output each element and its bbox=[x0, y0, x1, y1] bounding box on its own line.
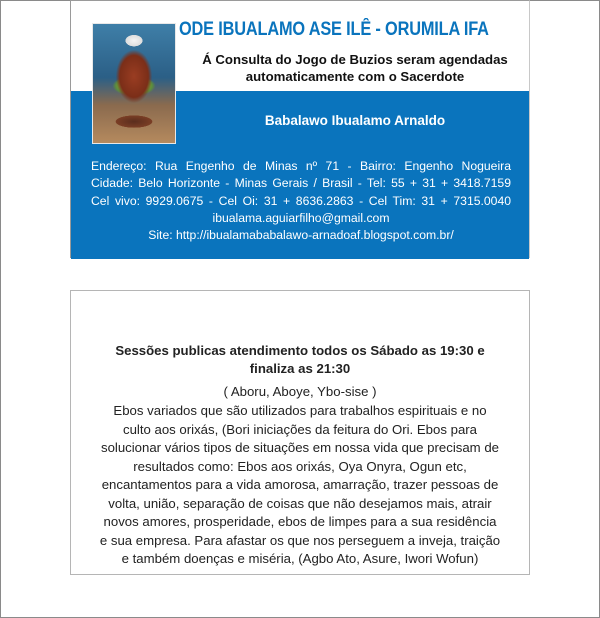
description-line: culto aos orixás, (Bori iniciações da feitura do Ori. Ebos para bbox=[122, 421, 478, 437]
description-line: volta, união, separação de coisas que não desejamos mais, atrair bbox=[108, 495, 492, 511]
greeting-prayer: ( Aboru, Aboye, Ybo-sise ) bbox=[223, 384, 377, 399]
description-line: solucionar vários tipos de situações em nossa vida que precisam de bbox=[100, 440, 500, 455]
business-card-back bbox=[70, 290, 530, 575]
mobile-phones-line: Cel vivo: 9929.0675 - Cel Oi: 31 + 8636.2863 - Cel Tim: 31 + 7315.0040 bbox=[91, 193, 511, 208]
site-link[interactable]: Site: http://ibualamababalawo-arnadoaf.blogspot.com.br/ bbox=[148, 228, 454, 243]
city-phone-line: Cidade: Belo Horizonte - Minas Gerais / Brasil - Tel: 55 + 31 + 3418.7159 bbox=[91, 176, 511, 191]
email-link[interactable]: ibualama.aguiarfilho@gmail.com bbox=[212, 210, 390, 225]
description-line: novos amores, prosperidade, ebos de limpes para a sua residência bbox=[103, 514, 497, 529]
services-description bbox=[71, 402, 529, 569]
business-card-front bbox=[70, 0, 530, 258]
orixa-painting-image bbox=[92, 23, 176, 144]
card-title: ODE IBUALAMO ASE ILÊ - ORUMILA IFA bbox=[179, 19, 489, 40]
consultation-notice-line: automaticamente com o Sacerdote bbox=[245, 69, 465, 84]
session-schedule-heading bbox=[71, 342, 529, 377]
description-line: e também doenças e miséria, (Agbo Ato, Asure, Iwori Wofun) bbox=[121, 551, 479, 566]
consultation-notice bbox=[179, 51, 531, 85]
address-line: Endereço: Rua Engenho de Minas nº 71 - Bairro: Engenho Nogueira bbox=[91, 159, 511, 173]
description-line: encantamentos para a vida amorosa, amarração, trazer pessoas de bbox=[101, 477, 499, 492]
description-line: resultados como: Ebos aos orixás, Oya Onyra, Ogun etc, bbox=[133, 458, 467, 474]
session-schedule-line: Sessões publicas atendimento todos os Sábado as 19:30 e bbox=[115, 343, 485, 358]
description-line: Ebos variados que são utilizados para trabalhos espirituais e no bbox=[113, 403, 487, 418]
contact-info bbox=[91, 158, 511, 244]
priest-name: Babalawo Ibualamo Arnaldo bbox=[264, 113, 446, 128]
consultation-notice-line: Á Consulta do Jogo de Buzios seram agendadas bbox=[202, 52, 508, 67]
description-line: e sua empresa. Para afastar os que nos perseguem a inveja, traição bbox=[99, 532, 501, 548]
session-schedule-line: finaliza as 21:30 bbox=[249, 360, 351, 376]
